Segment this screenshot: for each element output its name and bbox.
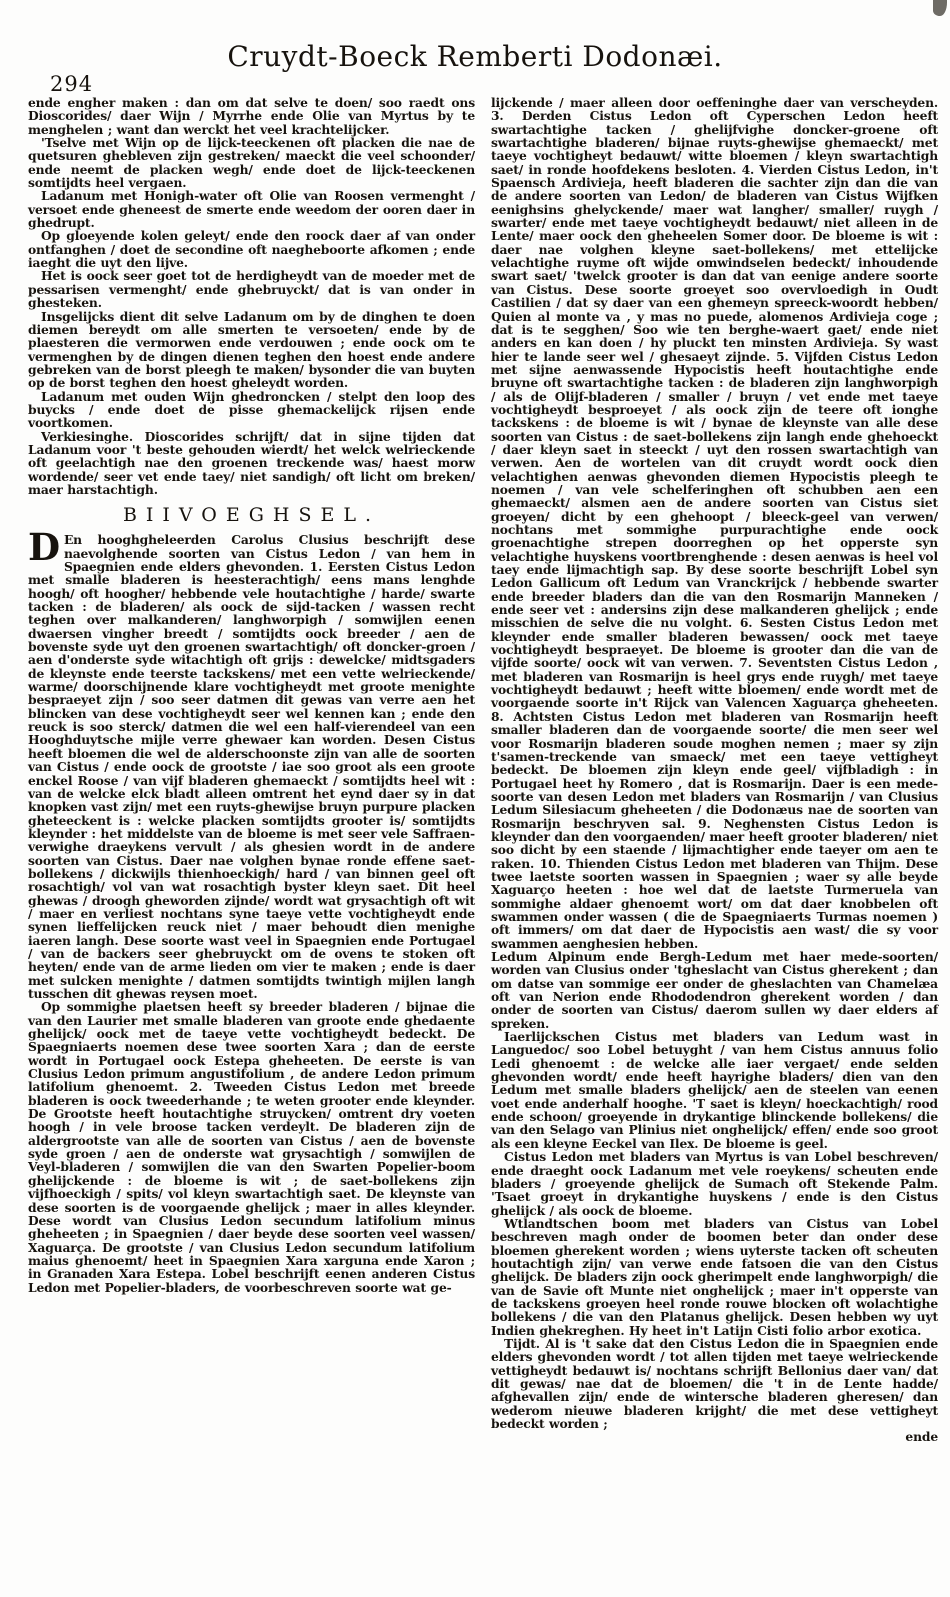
paragraph: Ladanum met Honigh-water oft Olie van Roosen vermenght / versoet ende gheneest de smerte ende weedom der ooren daer in ghedrupt. bbox=[28, 188, 475, 231]
paragraph: Verkiesinghe. Dioscorides schrijft/ dat in sijne tijden dat Ladanum voor 't beste gehouden wierdt/ het welck welrieckende oft geelachtigh nae den groenen treckende was/ haest morw wordende/ seer vet ende taey/ niet sandigh/ oft licht om breken/ maer harstachtigh. bbox=[28, 428, 475, 497]
paragraph: Ladanum met ouden Wijn ghedroncken / stelpt den loop des buycks / ende doet de pisse ghemackelijck rijsen ende voortkomen. bbox=[28, 388, 475, 431]
page-number: 294 bbox=[50, 72, 94, 96]
catchword: ende bbox=[905, 1429, 938, 1445]
drop-cap-initial: D bbox=[28, 525, 60, 570]
paragraph: Op sommighe plaetsen heeft sy breeder bladeren / bijnae die van den Laurier met smalle bladeren van groote ende ghedaente ghelijck/ oock met de taeye vette vochtigheydt bedeckt. De Spaegniaerts noemen dese twee soorten Xara ; dan de eerste wordt in Portugael oock Estepa gheheeten. De eerste is van Clusius Ledon primum angustifolium , de andere Ledon primum latifolium ghenoemt. 2. Tweeden Cistus Ledon met breede bladeren is oock tweederhande ; te weten grooter ende kleynder. De Grootste heeft houtachtighe struycken/ omtrent dry voeten hoogh / in vele broose tacken verdeylt. De bladeren zijn de aldergrootste van alle de soorten van Cistus / aen de bovenste syde groen / aen de onderste wat grysachtigh / somwijlen de Veyl-bladeren / somwijlen die van den Swarten Popelier-boom ghelijckende : de bloeme is wit ; de saet-bollekens zijn vijfhoeckigh / spits/ vol kleyn swartachtigh saet. De kleynste van dese soorten is de voorgaende ghelijck ; maer in alles kleynder. Dese wordt van Clusius Ledon secundum latifolium minus gheheeten ; in Spaegnien / daer beyde dese soorten veel wassen/ Xaguarça. De grootste / van Clusius Ledon secundum latifolium maius ghenoemt/ heet in Spaegnien Xara xarguna ende Xaron ; in Granaden Xara Estepa. Lobel beschrijft eenen anderen Cistus Ledon met Popelier-bladers, de voorbeschreven soorte wat ge- bbox=[28, 999, 475, 1295]
paragraph: Insgelijcks dient dit selve Ladanum om by de dinghen te doen diemen bereydt om alle smerten te versoeten/ ende by de plaesteren die vermorwen ende verdouwen ; ende oock om te vermenghen by de dingen dienen teghen den hoest ende andere gebreken van de borst pleegh te maken/ bysonder die van buyten op de borst teghen den hoest gheleydt worden. bbox=[28, 308, 475, 391]
running-title: Cruydt-Boeck Remberti Dodonæi. bbox=[227, 40, 723, 73]
text-columns bbox=[0, 96, 950, 1444]
paragraph: D En hooghgheleerden Carolus Clusius beschrijft dese naevolghende soorten van Cistus Ledon / van hem in Spaegnien ende elders ghevonden. 1. Eersten Cistus Ledon met smalle bladeren is heesterachtigh/ eens mans lenghde hoogh/ oft hoogher/ hebbende vele houtachtighe / harde/ swarte tacken : de bladeren/ als oock de sijd-tacken / wassen recht teghen over malkanderen/ langhworpigh / somwijlen eenen dwaersen vingher breedt / somtijdts oock breeder / aen de bovenste syde uyt den groenen swartachtigh/ oft doncker-groen / aen d'onderste syde witachtigh oft grijs : dewelcke/ midtsgaders de kleynste ende teerste tackskens/ met een vette welrieckende/ warme/ doorschijnende klare vochtigheydt met groote menighte bespraeyet zijn / soo seer datmen dit gewas van verre aen het blincken van dese vochtigheydt seer wel kennen kan ; ende den reuck is soo sterck/ datmen die wel een half-vierendeel van een Hooghduytsche mijle verre ghewaer kan worden. Desen Cistus heeft bloemen die wel de alderschoonste zijn van alle de soorten van Cistus / ende oock de grootste / iae soo groot als een groote enckel Roose / van vijf bladeren ghemaeckt / somtijdts heel wit : van de welcke elck bladt alleen omtrent het eynd daer sy in dat knopken vast zijn/ met een ruyts-ghewijse bruyn purpure placken gheteeckent is : welcke placken somtijdts grooter is/ somtijdts kleynder : het middelste van de bloeme is met seer vele Saffraen-verwighe draeykens vervult / als ghesien wordt in de andere soorten van Cistus. Daer nae volghen bynae ronde effene saet-bollekens / dickwijls thienhoeckigh/ hard / van binnen geel oft rosachtigh/ vol van wat rosachtigh byster kleyn saet. Dit heel ghewas / droogh gheworden zijnde/ wordt wat grysachtigh oft wit / maer en verliest nochtans syne taeye vette vochtigheydt ende synen lieffelijcken reuck niet / maer behoudt dien menighe iaeren langh. Dese soorte wast veel in Spaegnien ende Portugael / van de backers seer ghebruyckt om de ovens te stoken oft heyten/ ende van de arme lieden om vier te maken ; ende is daer met sulcken menighte / datmen somtijdts twintigh mijlen langh tusschen dit ghewas reysen moet. bbox=[28, 525, 475, 1001]
left-column bbox=[28, 96, 475, 1444]
paragraph: lijckende / maer alleen door oeffeninghe daer van verscheyden. 3. Derden Cistus Ledon oft Cyperschen Ledon heeft swartachtighe tacken / ghelijfvighe doncker-groene oft swartachtighe bladeren/ bijnae ruyts-ghewijse ghemaeckt/ met taeye vochtigheyt bedauwt/ witte bloemen / kleyn swartachtigh saet/ in ronde hoofdekens besloten. 4. Vierden Cistus Ledon, in't Spaensch Ardivieja, heeft bladeren die sachter zijn dan die van de andere soorten van Ledon/ de bladeren van Cistus Wijfken eenighsins ghelyckende/ maer wat langher/ smaller/ ruygh / swarter/ ende met taeye vochtigheydt bedauwt/ niet alleen in de Lente/ maer oock den gheheelen Somer door. De bloeme is wit : daer nae volghen kleyne saet-bollekens/ met ettelijcke velachtighe ruyme oft wijde omwindselen bedeckt/ inhoudende swart saet/ 'twelck grooter is dan dat van eenige andere soorte van Cistus. Dese soorte groeyet soo overvloedigh in Oudt Castilien / dat sy daer van een ghemeyn spreeck-woordt hebben/ Quien al monte va , y mas no puede, alomenos Ardivieja coge ; dat is te segghen/ Soo wie ten berghe-waert gaet/ ende niet anders en kan doen / hy pluckt ten minsten Ardivieja. Sy wast hier te lande seer wel / ghesaeyt zijnde. 5. Vijfden Cistus Ledon met sijne aenwassende Hypocistis heeft houtachtighe ende bruyne oft swartachtighe tacken : de bladeren zijn langhworpigh / als de Olijf-bladeren / smaller / bruyn / vet ende met taeye vochtigheydt besproeyet / als oock zijn de teere oft ionghe tackskens : de bloeme is wit / bynae de kleynste van alle dese soorten van Cistus : de saet-bollekens zijn langh ende ghehoeckt / daer kleyn saet in steeckt / uyt den rossen swartachtigh van verwen. Aen de wortelen van dit cruydt wordt oock dien velachtighen aenwas ghevonden diemen Hypocistis pleegh te noemen / van vele schelferinghen oft schubben aen een ghemaeckt/ alsmen aen de andere soorten van Cistus siet groeyen/ dicht by een ghehoopt / bleeck-geel van verwen/ nochtans met sommighe purpurachtighe ende oock groenachtighe strepen doorreghen op het opperste syn velachtighe huyskens voortbrenghende : desen aenwas is heel vol taey ende lijmachtigh sap. By dese soorte beschrijft Lobel syn Ledon Gallicum oft Ledum van Vranckrijck / hebbende swarter ende breeder bladers dan die van den Rosmarijn Manneken / ende seer vet : andersins zijn dese malkanderen ghelijck ; ende misschien de selve die nu volght. 6. Sesten Cistus Ledon met kleynder ende smaller bladeren bewassen/ oock met taeye vochtigheydt bespraeyet. De bloeme is grooter dan die van de vijfde soorte/ oock wit van verwen. 7. Seventsten Cistus Ledon , met bladeren van Rosmarijn is heel grys ende ruygh/ met taeye vochtigheydt bedauwt ; heeft witte bloemen/ ende wordt met de voorgaende soorte in't Rijck van Valencen Xaguarça gheheeten. 8. Achtsten Cistus Ledon met bladeren van Rosmarijn heeft smaller bladeren dan de voorgaende soorte/ die men seer wel voor Rosmarijn bladeren soude moghen nemen ; maer sy zijn t'samen-treckende van smaeck/ met een taeye vettigheyt bedeckt. De bloemen zijn kleyn ende geel/ vijfbladigh : in Portugael heet hy Romero , dat is Rosmarijn. Daer is een mede-soorte van desen Ledon met bladers van Rosmarijn / van Clusius Ledum Silesiacum gheheeten / die Dodonæus nae de soorten van Rosmarijn beschryven sal. 9. Neghensten Cistus Ledon is kleynder dan den voorgaenden/ maer heeft grooter bladeren/ niet soo dicht by een staende / lijmachtigher ende taeyer om aen te raken. 10. Thienden Cistus Ledon met bladeren van Thijm. Dese twee laetste soorten wassen in Spaegnien ; waer sy alle beyde Xaguarço heeten : hoe wel dat de laetste Turmeruela van sommighe aldaer ghenoemt wort/ om dat daer knobbelen oft swammen onder wassen ( die de Spaegniaerts Turmas noemen ) oft immers/ om dat daer de Hypocistis aen wast/ die sy voor swammen aenghesien hebben. bbox=[491, 95, 938, 951]
paragraph: 'Tselve met Wijn op de lijck-teeckenen oft placken die nae de quetsuren ghebleven zijn gestreken/ maeckt die veel schoonder/ ende neemt de placken wegh/ ende doet de lijck-teeckenen somtijdts heel vergaen. bbox=[28, 135, 475, 191]
paragraph: Op gloeyende kolen geleyt/ ende den roock daer af van onder ontfanghen / doet de secondine oft naegheboorte afkomen ; ende iaeght die uyt den lijve. bbox=[28, 228, 475, 271]
section-heading: BIIVOEGHSEL. bbox=[122, 504, 381, 527]
running-head bbox=[0, 0, 950, 96]
paragraph: Tijdt. Al is 't sake dat den Cistus Ledon die in Spaegnien ende elders ghevonden wordt / tot allen tijden met taeye welrieckende vettigheydt bedauwt is/ nochtans schrijft Bellonius daer van/ dat dit gewas/ nae dat de bloemen/ die 't in de Lente hadde/ afghevallen zijn/ ende de wintersche bladeren gheresen/ dan wederom nieuwe bladeren krijght/ die met dese vettigheyt bedeckt worden ; bbox=[491, 1335, 938, 1432]
paragraph: Het is oock seer goet tot de herdigheydt van de moeder met de pessarisen vermenght/ ende ghebruyckt/ dat is van onder in ghesteken. bbox=[28, 268, 475, 311]
paragraph: Wtlandtschen boom met bladers van Cistus van Lobel beschreven magh onder de boomen beter dan onder dese bloemen gherekent worden ; wiens uyterste tacken oft scheuten houtachtigh zijn/ van verwe ende fatsoen die van den Cistus ghelijck. De bladers zijn oock gherimpelt ende langhworpigh/ die van de Savie oft Munte niet onghelijck ; maer in't opperste van de tackskens groeyen heel ronde rouwe blocken oft wolachtighe bollekens / die van den Platanus ghelijck. Desen hebben wy uyt Indien ghekreghen. Hy heet in't Latijn Cisti folio arbor exotica. bbox=[491, 1215, 938, 1338]
right-column bbox=[491, 96, 938, 1444]
paragraph: Iaerlijckschen Cistus met bladers van Ledum wast in Languedoc/ soo Lobel betuyght / van hem Cistus annuus folio Ledi ghenoemt : de welcke alle iaer vergaet/ ende selden ghevonden wordt/ ende heeft hayrighe bladers/ dien van den Ledum met smalle bladers ghelijck/ aen de steelen van eenen voet ende anderhalf hooghe. 'T saet is kleyn/ hoeckachtigh/ rood ende schoon/ groeyende in drykantige blinckende bollekens/ die van den Selago van Plinius niet onghelijck/ effen/ ende soo groot als een kleyne Eeckel van Ilex. De bloeme is geel. bbox=[491, 1029, 938, 1151]
paragraph: Ledum Alpinum ende Bergh-Ledum met haer mede-soorten/ worden van Clusius onder 'tgheslacht van Cistus gherekent ; dan om datse van sommige eer onder de gheslachten van Chamelæa oft van Nerion ende Rhododendron gherekent worden / dan onder de soorten van Cistus/ daerom sullen wy daer elders af spreken. bbox=[491, 949, 938, 1031]
paragraph: Cistus Ledon met bladers van Myrtus is van Lobel beschreven/ ende draeght oock Ladanum met vele roeykens/ scheuten ende bladers / groeyende ghelijck de Sumach oft Stekende Palm. 'Tsaet groeyt in drykantighe huyskens / ende is den Cistus ghelijck / als oock de bloeme. bbox=[491, 1149, 938, 1218]
paragraph: ende engher maken : dan om dat selve te doen/ soo raedt ons Dioscorides/ daer Wijn / Myrrhe ende Olie van Myrtus by te menghelen ; want dan werckt het veel krachtelijcker. bbox=[28, 95, 475, 137]
